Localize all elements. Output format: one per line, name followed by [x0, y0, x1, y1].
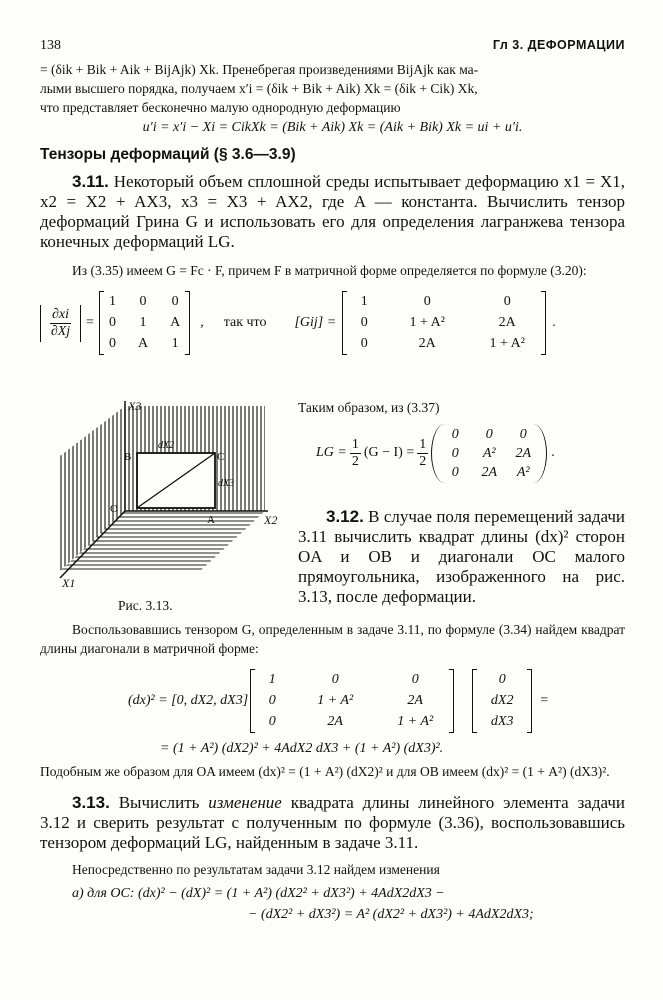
- problem-3-12-number: 3.12.: [326, 507, 364, 526]
- jacobian-bracket: [40, 305, 81, 342]
- problem-3-11: [40, 172, 625, 252]
- lg-lhs: LG =: [316, 445, 347, 460]
- similar-text: Подобным же образом для OA имеем (dx)² = (1 + A²) (dX2)² и для OB имеем (dx)² = (1 + A²) (dX3)².: [40, 764, 610, 779]
- lg-half: $\frac{1}{2}$: [351, 436, 359, 469]
- label-x2: X2: [264, 513, 278, 527]
- thus-text: Таким образом, из (3.37): [298, 400, 440, 415]
- matrix-g-2-cell: 1: [268, 672, 276, 687]
- figure-3-13: [40, 396, 284, 616]
- matrix-f-cell: 1: [139, 315, 147, 330]
- vector-dx-cell: dX3: [490, 714, 514, 729]
- matrix-g-cell: 1 + A²: [489, 336, 525, 351]
- p1-line2: лыми высшего порядка, получаем x′i = (δik + Bik + Aik) Xk = (δik + Cik) Xk,: [40, 81, 478, 96]
- matrix-l: [431, 424, 547, 483]
- matrix-f-cell: A: [137, 336, 149, 351]
- matrix-l-cell: 0: [519, 426, 527, 442]
- jacobian-num: ∂xi: [52, 306, 70, 322]
- matrix-g-cell: 1: [360, 294, 368, 309]
- lg-mid: (G − I) =: [363, 445, 415, 460]
- problem-3-13-number: 3.13.: [72, 793, 110, 812]
- matrix-f-cell: 1: [171, 336, 179, 351]
- matrix-l-cell: A²: [516, 464, 530, 480]
- matrix-g-cell: 2A: [418, 336, 436, 351]
- lg-half-2: $\frac{1}{2}$: [419, 436, 427, 469]
- matrix-f-cell: 0: [108, 336, 116, 351]
- matrix-l-cell: 0: [485, 426, 493, 442]
- right-column: [298, 398, 625, 607]
- problem-3-12: [298, 507, 625, 607]
- oc-equation-2: − (dX2² + dX3²) = A² (dX2² + dX3²) + 4AdX2dX3;: [248, 907, 534, 922]
- solution-3-12-text: Воспользовавшись тензором G, определенным в задаче 3.11, по формуле (3.34) найдем квадрат длины диагонали в матричной форме:: [40, 622, 625, 656]
- problem-3-13: 3.13. Вычислить изменение квадрата длины линейного элемента задачи 3.12 и сверить результат с полученным по формуле (3.36), воспользовавшись тензором деформаций LG, найденным в задаче 3.11.: [40, 793, 625, 852]
- p1-equation: u′i = x′i − Xi = CikXk = (Bik + Aik) Xk = (Aik + Bik) Xk = ui + u′i.: [142, 120, 523, 135]
- lower-block: [40, 620, 625, 923]
- jacobian-den: ∂Xj: [50, 323, 71, 339]
- matrix-g: [342, 291, 546, 355]
- label-x3: X3: [128, 399, 142, 413]
- solution-3-11-text: Из (3.35) имеем G = Fc · F, причем F в матричной форме определяется по формуле (3.20):: [72, 263, 587, 278]
- label-dx3: dX3: [218, 478, 235, 489]
- label-a: A: [207, 514, 215, 526]
- p1-line3: что представляет бесконечно малую однородную деформацию: [40, 100, 401, 115]
- matrix-g-cell: 0: [360, 315, 368, 330]
- matrix-g-2-cell: 1 + A²: [397, 714, 434, 729]
- so-that: так что: [223, 315, 267, 330]
- figure-3-13-drawing: [40, 396, 284, 616]
- emphasis-change: изменение: [208, 793, 282, 812]
- jacobian-fraction: [50, 307, 71, 340]
- figure-caption: Рис. 3.13.: [118, 598, 173, 613]
- problem-3-11-text: Некоторый объем сплошной среды испытывает деформацию x1 = X1, x2 = X2 + AX3, x3 = X3 + AX2, где A — константа. Вычислить тензор деформаций Грина G и использовать его для определения лагранжева тензора конечных деформаций LG.: [40, 172, 626, 251]
- diag-equation: (dx)² = [0, dX2, dX3] 1 0 0 0 1 + A² 2A 0 2A 1 + A² 0 dX2 dX3 =: [128, 664, 625, 738]
- page-header: [40, 38, 625, 60]
- label-x1: X1: [62, 576, 76, 590]
- p1-line1: = (δik + Bik + Aik + BijAjk) Xk. Пренебрегая произведениями BijAjk как ма-: [40, 62, 479, 77]
- lg-equation: LG = $\frac{1}{2}$ (G − I) = $\frac{1}{2}$ 0 0 0 0 A² 2A 0 2A A² .: [316, 421, 625, 485]
- matrix-f-cell: 1: [108, 294, 116, 309]
- running-title: Гл 3. ДЕФОРМАЦИИ: [492, 38, 625, 52]
- page-number: 138: [40, 38, 61, 53]
- vector-dx-cell: dX2: [490, 693, 514, 708]
- matrix-l-cell: 0: [451, 445, 459, 461]
- matrix-g-cell: 0: [360, 336, 368, 351]
- matrix-g-2-cell: 2A: [327, 714, 343, 729]
- matrix-l-cell: 0: [451, 464, 459, 480]
- matrix-g-2-cell: 1 + A²: [317, 693, 354, 708]
- problem-3-11-number: 3.11.: [72, 172, 109, 191]
- problem-3-12-text: В случае поля перемещений задачи 3.11 вычислить квадрат длины (dx)² сторон OA и OB и диагонали OC малого прямоугольника, изображенного на рис. 3.13, после деформации.: [298, 507, 626, 606]
- matrix-g-cell: 0: [503, 294, 511, 309]
- matrix-g-2-cell: 0: [331, 672, 339, 687]
- matrix-row: $\frac{\partial xi}{\partial Xj}$ = 1 0 0 0 1 A 0 A 1 , так что [Gij] = 1 0 0 0 1 + A² 2A 0 2A 1 + A² .: [40, 286, 625, 360]
- matrix-l-cell: 2A: [515, 445, 532, 461]
- matrix-f-cell: 0: [171, 294, 179, 309]
- matrix-l-cell: 2A: [481, 464, 498, 480]
- vector-dx-cell: 0: [498, 672, 506, 687]
- matrix-f: [99, 291, 190, 355]
- matrix-f-cell: 0: [108, 315, 116, 330]
- label-o: O: [110, 503, 118, 515]
- matrix-g-cell: 0: [423, 294, 431, 309]
- matrix-l-cell: 0: [451, 426, 459, 442]
- matrix-f-cell: A: [170, 315, 181, 330]
- vector-dx: [472, 669, 532, 733]
- matrix-g-2-cell: 0: [268, 693, 276, 708]
- matrix-g-cell: 1 + A²: [409, 315, 445, 330]
- matrix-g-2-cell: 0: [411, 672, 419, 687]
- label-dx2: dX2: [158, 440, 175, 451]
- g-label: [Gij] =: [294, 315, 337, 330]
- diag-lhs: (dx)² = [0, dX2, dX3]: [128, 693, 249, 708]
- diag-result: = (1 + A²) (dX2)² + 4AdX2 dX3 + (1 + A²) (dX3)².: [160, 741, 444, 756]
- matrix-g-2-cell: 2A: [407, 693, 423, 708]
- matrix-g-2: [250, 669, 454, 733]
- oc-equation-1: а) для OC: (dx)² − (dX)² = (1 + A²) (dX2² + dX3²) + 4AdX2dX3 −: [72, 886, 445, 901]
- matrix-g-cell: 2A: [498, 315, 516, 330]
- matrix-g-2-cell: 0: [268, 714, 276, 729]
- label-b: B: [124, 451, 132, 463]
- label-c: C: [217, 451, 225, 463]
- solution-3-13-text: Непосредственно по результатам задачи 3.12 найдем изменения: [72, 862, 440, 877]
- section-title: Тензоры деформаций (§ 3.6—3.9): [40, 146, 296, 163]
- matrix-f-cell: 0: [139, 294, 147, 309]
- matrix-l-cell: A²: [482, 445, 496, 461]
